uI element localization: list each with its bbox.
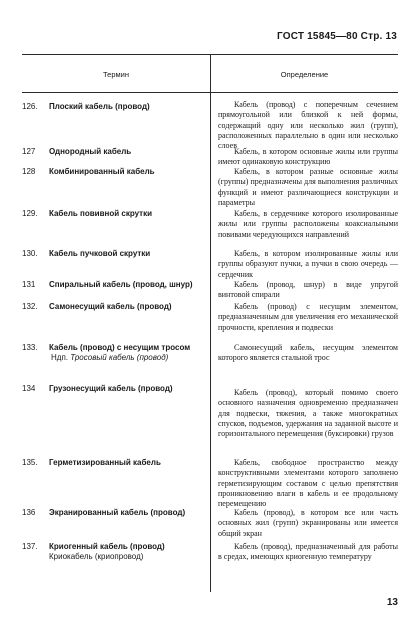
entry-number: 126.	[22, 102, 38, 111]
entry-term: Криогенный кабель (провод)	[49, 542, 165, 551]
entry-number: 137.	[22, 542, 38, 551]
entry-term: Кабель повивной скрутки	[49, 209, 152, 218]
entry-term: Кабель пучковой скрутки	[49, 249, 151, 258]
entry-number: 132.	[22, 302, 38, 311]
deprecated-term: Тросовый кабель (провод)	[70, 353, 169, 363]
entry-term-block	[49, 343, 207, 364]
entry-number: 133.	[22, 343, 38, 352]
term-note-prefix: Ндп.	[51, 353, 68, 363]
entry-term-synonym: Криокабель (криопровод)	[49, 552, 144, 562]
entry-number: 136	[22, 508, 36, 517]
entry-definition: Самонесущий кабель, несущим элементом которого является стальной трос	[218, 343, 398, 363]
entry-definition: Кабель, в котором основные жилы или группы имеют одинаковую конструкцию	[218, 147, 398, 167]
entry-number: 128	[22, 167, 36, 176]
entry-definition: Кабель, в котором разные основные жилы (группы) предназначены для выполнения различных функций и имеют различающиеся конструкции и параметры	[218, 167, 398, 207]
entry-number: 131	[22, 280, 36, 289]
entry-term: Однородный кабель	[49, 147, 132, 156]
entry-definition: Кабель (провод, шнур) в виде упругой винтовой спирали	[218, 280, 398, 300]
entry-definition: Кабель (провод) с несущим элементом, предназначенным для увеличения его механической прочности, крепления и подвески	[218, 302, 398, 332]
entry-term: Герметизированный кабель	[49, 458, 161, 467]
entry-definition: Кабель (провод), в котором все или часть основных жил (групп) экранированы или имеется общий экран	[218, 508, 398, 538]
entry-term: Грузонесущий кабель (провод)	[49, 384, 173, 393]
column-divider	[210, 54, 211, 592]
entry-term: Комбинированный кабель	[49, 167, 155, 176]
entry-term: Спиральный кабель (провод, шнур)	[49, 280, 193, 289]
entry-definition: Кабель (провод), предназначенный для работы в средах, имеющих криогенную температуру	[218, 542, 398, 562]
entry-number: 129.	[22, 209, 38, 218]
entry-term-block	[49, 542, 207, 563]
column-header-definition: Определение	[280, 70, 329, 79]
entry-number: 127	[22, 147, 36, 156]
entry-term: Плоский кабель (провод)	[49, 102, 150, 111]
entry-definition: Кабель, в сердечнике которого изолированные жилы или группы расположены коаксиальными повивами чередующихся направлений	[218, 209, 398, 239]
entry-definition: Кабель (провод) с поперечным сечением прямоугольной или близкой к ней формы, содержащий одну или несколько жил (групп), расположенных параллельно в один или несколько слоев	[218, 100, 398, 151]
entry-number: 135.	[22, 458, 38, 467]
entry-number: 134	[22, 384, 36, 393]
running-head: ГОСТ 15845—80 Стр. 13	[277, 31, 397, 42]
entry-definition: Кабель (провод), который помимо своего основного назначения одновременно предназначен для подвески, тяжения, а также многократных спусков, подъемов, удержания на заданной высоте и горизонтального перемещения (буксировки) грузов	[218, 388, 398, 439]
entry-term: Экранированный кабель (провод)	[49, 508, 186, 517]
entry-term-note	[49, 353, 207, 363]
page-number: 13	[386, 597, 398, 608]
entry-term: Самонесущий кабель (провод)	[49, 302, 172, 311]
entry-definition: Кабель, в котором изолированные жилы или группы образуют пучки, а пучки в свою очередь — сердечник	[218, 249, 398, 279]
entry-number: 130.	[22, 249, 38, 258]
entry-term: Кабель (провод) с несущим тросом	[49, 343, 191, 352]
entry-definition: Кабель, свободное пространство между конструктивными элементами которого заполнено герметизирующим составом с целью препятствия проникновению влаги в кабель и ее продольному перемещению	[218, 458, 398, 509]
column-header-term: Термин	[103, 70, 129, 79]
